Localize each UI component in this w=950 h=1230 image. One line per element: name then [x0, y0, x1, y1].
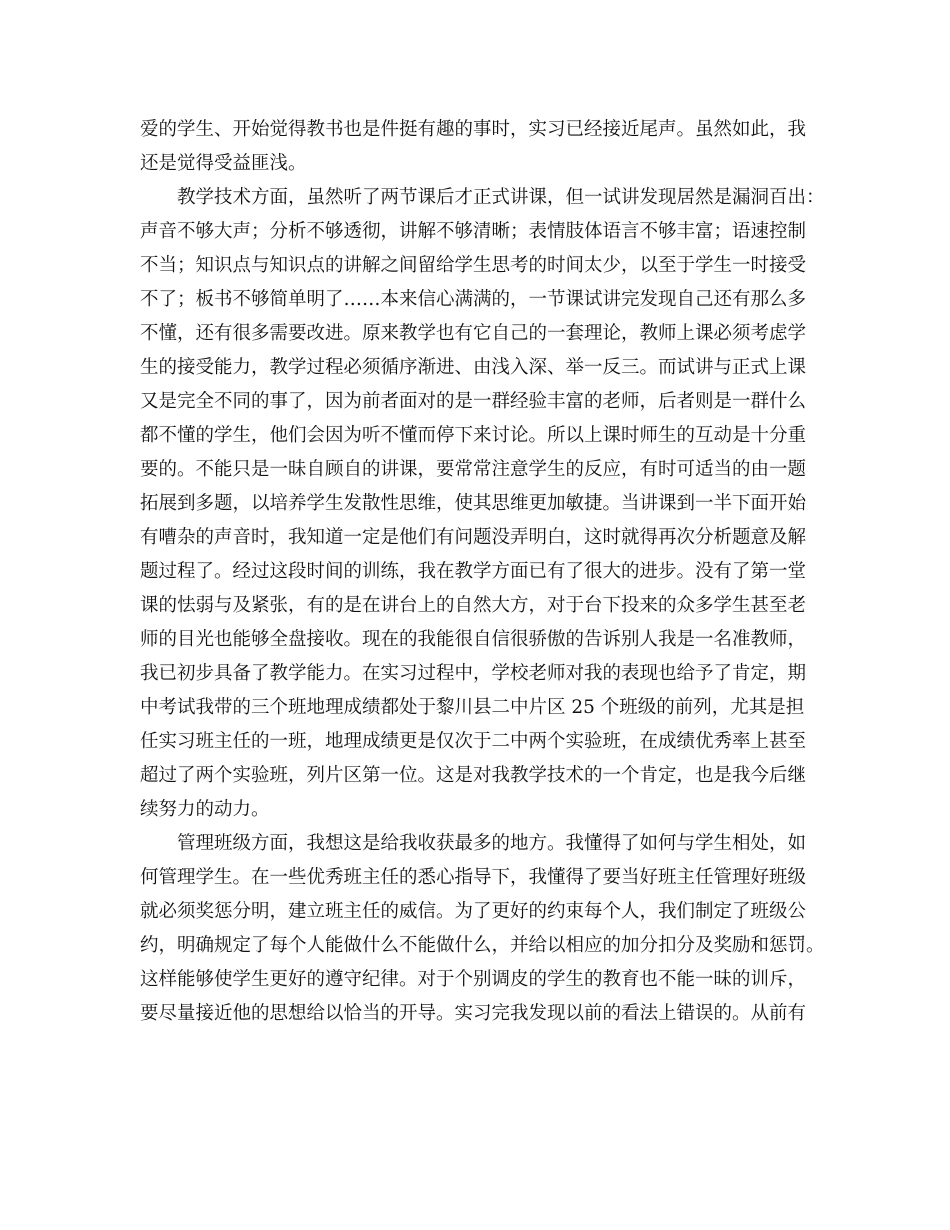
text-line: 要的。不能只是一昧自顾自的讲课，要常常注意学生的反应，有时可适当的由一题	[140, 459, 807, 480]
text-line: 中考试我带的三个班地理成绩都处于黎川县二中片区 25 个班级的前列，尤其是担	[140, 697, 805, 718]
paragraph	[140, 181, 825, 827]
text-line: 生的接受能力，教学过程必须循序渐进、由浅入深、举一反三。而试讲与正式上课	[140, 357, 807, 378]
text-line: 声音不够大声；分析不够透彻，讲解不够清晰；表情肢体语言不够丰富；语速控制	[140, 221, 807, 242]
text-line: 任实习班主任的一班，地理成绩更是仅次于二中两个实验班，在成绩优秀率上甚至	[140, 731, 807, 752]
text-line: 续努力的动力。	[140, 799, 270, 820]
text-line: 拓展到多题，以培养学生发散性思维，使其思维更加敏捷。当讲课到一半下面开始	[140, 493, 807, 514]
text-line: 爱的学生、开始觉得教书也是件挺有趣的事时，实习已经接近尾声。虽然如此，我	[140, 119, 807, 140]
text-line: 这样能够使学生更好的遵守纪律。对于个别调皮的学生的教育也不能一昧的训斥，	[140, 969, 807, 990]
text-line: 又是完全不同的事了，因为前者面对的是一群经验丰富的老师，后者则是一群什么	[140, 391, 807, 412]
text-line: 师的目光也能够全盘接收。现在的我能很自信很骄傲的告诉别人我是一名准教师，	[140, 629, 807, 650]
paragraph	[140, 113, 825, 181]
text-line: 课的怯弱与及紧张，有的是在讲台上的自然大方，对于台下投来的众多学生甚至老	[140, 595, 807, 616]
text-line: 超过了两个实验班，列片区第一位。这是对我教学技术的一个肯定，也是我今后继	[140, 765, 807, 786]
text-line: 何管理学生。在一些优秀班主任的悉心指导下，我懂得了要当好班主任管理好班级	[140, 867, 807, 888]
text-line: 都不懂的学生，他们会因为听不懂而停下来讨论。所以上课时师生的互动是十分重	[140, 425, 807, 446]
text-line: 我已初步具备了教学能力。在实习过程中，学校老师对我的表现也给予了肯定，期	[140, 663, 807, 684]
text-line: 还是觉得受益匪浅。	[140, 153, 307, 174]
text-line: 题过程了。经过这段时间的训练，我在教学方面已有了很大的进步。没有了第一堂	[140, 561, 807, 582]
text-line: 管理班级方面，我想这是给我收获最多的地方。我懂得了如何与学生相处，如	[177, 833, 807, 854]
text-line: 不懂，还有很多需要改进。原来教学也有它自己的一套理论，教师上课必须考虑学	[140, 323, 807, 344]
text-line: 不了；板书不够简单明了……本来信心满满的，一节课试讲完发现自己还有那么多	[140, 289, 807, 310]
text-line: 约，明确规定了每个人能做什么不能做什么，并给以相应的加分扣分及奖励和惩罚。	[140, 935, 825, 956]
text-line: 有嘈杂的声音时，我知道一定是他们有问题没弄明白，这时就得再次分析题意及解	[140, 527, 807, 548]
document-body	[140, 113, 825, 1031]
paragraph	[140, 827, 825, 1031]
text-line: 就必须奖惩分明，建立班主任的威信。为了更好的约束每个人，我们制定了班级公	[140, 901, 807, 922]
text-line: 要尽量接近他的思想给以恰当的开导。实习完我发现以前的看法上错误的。从前有	[140, 1003, 807, 1024]
text-line: 不当；知识点与知识点的讲解之间留给学生思考的时间太少，以至于学生一时接受	[140, 255, 807, 276]
text-line: 教学技术方面，虽然听了两节课后才正式讲课，但一试讲发现居然是漏洞百出：	[177, 187, 825, 208]
